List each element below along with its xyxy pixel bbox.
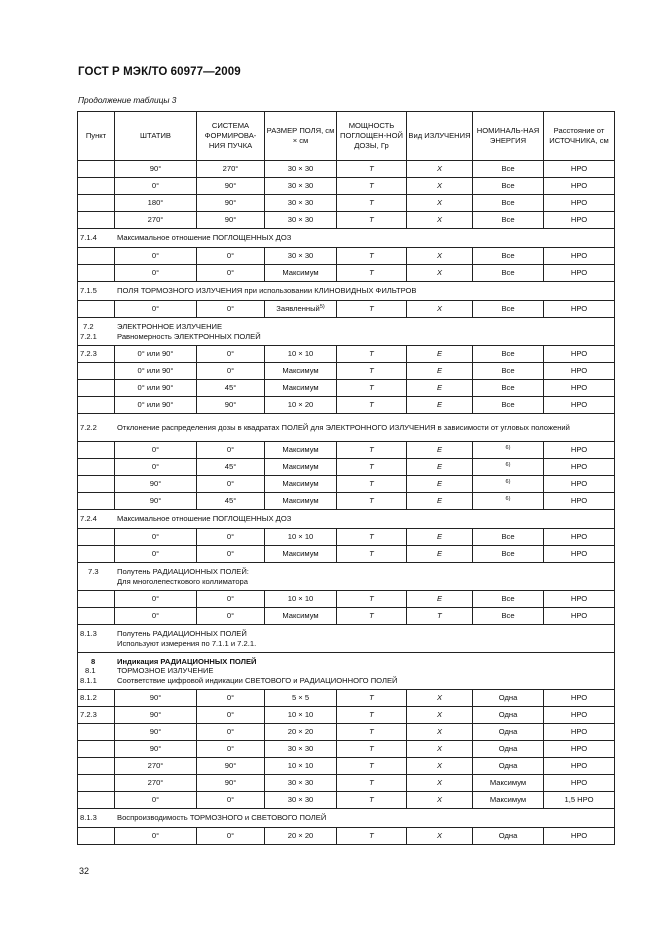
cell-gantry: 270° — [115, 758, 197, 775]
table-row — [78, 476, 615, 493]
table-row — [78, 363, 615, 380]
cell-clause — [78, 195, 115, 212]
cell-field-size: Максимум — [265, 493, 337, 510]
cell-clause: 7.2.3 — [78, 707, 115, 724]
cell-nominal-energy: Максимум — [473, 792, 544, 809]
footnote-ref: 6) — [505, 496, 511, 503]
cell-nominal-energy: Все — [473, 178, 544, 195]
cell-field-size: 5 × 5 — [265, 690, 337, 707]
cell-dose-rate: T — [337, 741, 407, 758]
section-number: 7.2.4 — [80, 514, 97, 524]
cell-beam-system: 90° — [197, 758, 265, 775]
section-title: Отклонение распределения дозы в квадратах ПОЛЕЙ для ЭЛЕКТРОННОГО ИЗЛУЧЕНИЯ в зависимости от угловых положений — [117, 422, 570, 432]
cell-source-distance: НРО — [544, 741, 615, 758]
cell-beam-system: 0° — [197, 248, 265, 265]
section-subtitle: Для многолепесткового коллиматора — [117, 576, 249, 586]
cell-nominal-energy: Все — [473, 161, 544, 178]
cell-source-distance: НРО — [544, 775, 615, 792]
cell-beam-system: 0° — [197, 724, 265, 741]
cell-source-distance: НРО — [544, 724, 615, 741]
cell-field-size: Максимум — [265, 546, 337, 563]
cell-dose-rate: T — [337, 397, 407, 414]
cell-field-size: 10 × 10 — [265, 529, 337, 546]
cell-field-size: Максимум — [265, 265, 337, 282]
cell-gantry: 0° — [115, 248, 197, 265]
cell-dose-rate: T — [337, 493, 407, 510]
section-title: ПОЛЯ ТОРМОЗНОГО ИЗЛУЧЕНИЯ при использовании КЛИНОВИДНЫХ ФИЛЬТРОВ — [117, 286, 417, 296]
document-header: ГОСТ Р МЭК/ТО 60977—2009 — [78, 66, 241, 78]
cell-clause — [78, 248, 115, 265]
cell-radiation-type: E — [407, 442, 473, 459]
cell-beam-system: 0° — [197, 442, 265, 459]
cell-nominal-energy — [473, 442, 544, 459]
cell-dose-rate: T — [337, 363, 407, 380]
table-row — [78, 301, 615, 318]
cell-radiation-type: X — [407, 775, 473, 792]
section-row-7-1-5 — [78, 282, 615, 301]
table-row — [78, 608, 615, 625]
cell-radiation-type: X — [407, 758, 473, 775]
cell-nominal-energy — [473, 459, 544, 476]
table-row — [78, 248, 615, 265]
table-row — [78, 828, 615, 845]
cell-nominal-energy: Все — [473, 248, 544, 265]
cell-radiation-type: X — [407, 741, 473, 758]
section-row-8 — [78, 653, 615, 690]
table-row — [78, 212, 615, 229]
cell-source-distance: НРО — [544, 459, 615, 476]
cell-dose-rate: T — [337, 707, 407, 724]
cell-source-distance: НРО — [544, 346, 615, 363]
cell-gantry: 0° — [115, 608, 197, 625]
cell-radiation-type: X — [407, 828, 473, 845]
cell-field-size: 30 × 30 — [265, 792, 337, 809]
cell-gantry: 90° — [115, 690, 197, 707]
cell-gantry: 90° — [115, 724, 197, 741]
cell-source-distance: НРО — [544, 690, 615, 707]
cell-beam-system: 45° — [197, 493, 265, 510]
cell-clause — [78, 397, 115, 414]
section-subtitle: Используют измерения по 7.1.1 и 7.2.1. — [117, 638, 257, 648]
cell-source-distance: НРО — [544, 195, 615, 212]
section-subtitle: Соответствие цифровой индикации СВЕТОВОГО и РАДИАЦИОННОГО ПОЛЕЙ — [117, 675, 398, 685]
cell-radiation-type: X — [407, 161, 473, 178]
cell-radiation-type: E — [407, 476, 473, 493]
cell-source-distance: НРО — [544, 265, 615, 282]
cell-beam-system: 0° — [197, 828, 265, 845]
cell-clause — [78, 442, 115, 459]
cell-source-distance: НРО — [544, 476, 615, 493]
cell-gantry: 0° — [115, 591, 197, 608]
table-row — [78, 493, 615, 510]
cell-beam-system: 90° — [197, 195, 265, 212]
section-row-7-2-4 — [78, 510, 615, 529]
cell-source-distance: НРО — [544, 758, 615, 775]
cell-radiation-type: X — [407, 265, 473, 282]
cell-source-distance: НРО — [544, 529, 615, 546]
table-row — [78, 265, 615, 282]
cell-source-distance: НРО — [544, 493, 615, 510]
section-title: ЭЛЕКТРОННОЕ ИЗЛУЧЕНИЕ — [117, 322, 223, 331]
cell-radiation-type: E — [407, 493, 473, 510]
cell-clause — [78, 212, 115, 229]
cell-source-distance: НРО — [544, 212, 615, 229]
cell-beam-system: 0° — [197, 265, 265, 282]
cell-field-size: 10 × 10 — [265, 758, 337, 775]
cell-beam-system: 90° — [197, 397, 265, 414]
section-number: 8 — [91, 656, 96, 666]
cell-gantry: 90° — [115, 707, 197, 724]
cell-radiation-type: X — [407, 212, 473, 229]
footnote-ref: 6) — [505, 445, 511, 452]
cell-radiation-type: E — [407, 346, 473, 363]
section-title: Максимальное отношение ПОГЛОЩЕННЫХ ДОЗ — [117, 514, 292, 524]
cell-beam-system: 0° — [197, 690, 265, 707]
cell-beam-system: 0° — [197, 591, 265, 608]
cell-nominal-energy: Все — [473, 212, 544, 229]
cell-clause — [78, 591, 115, 608]
cell-gantry: 0° или 90° — [115, 363, 197, 380]
cell-field-size: 30 × 30 — [265, 178, 337, 195]
table-row — [78, 442, 615, 459]
cell-dose-rate: T — [337, 301, 407, 318]
section-title: Полутень РАДИАЦИОННЫХ ПОЛЕЙ — [117, 629, 247, 638]
cell-clause — [78, 301, 115, 318]
cell-nominal-energy: Одна — [473, 741, 544, 758]
cell-beam-system: 90° — [197, 212, 265, 229]
table-row — [78, 591, 615, 608]
table-row — [78, 707, 615, 724]
cell-beam-system: 0° — [197, 529, 265, 546]
cell-dose-rate: T — [337, 775, 407, 792]
section-title: Максимальное отношение ПОГЛОЩЕННЫХ ДОЗ — [117, 233, 292, 243]
cell-gantry: 90° — [115, 161, 197, 178]
cell-source-distance: НРО — [544, 178, 615, 195]
col-header-dose-rate: МОЩНОСТЬ ПОГЛОЩЕН-НОЙ ДОЗЫ, Гр — [337, 112, 407, 161]
table-row — [78, 161, 615, 178]
cell-beam-system: 0° — [197, 476, 265, 493]
cell-radiation-type: X — [407, 792, 473, 809]
table-caption: Продолжение таблицы 3 — [78, 95, 177, 105]
section-number: 7.2.1 — [80, 331, 97, 341]
cell-gantry: 0° — [115, 442, 197, 459]
col-header-gantry: ШТАТИВ — [115, 112, 197, 161]
cell-source-distance: НРО — [544, 380, 615, 397]
cell-clause — [78, 775, 115, 792]
cell-dose-rate: T — [337, 792, 407, 809]
footnote-ref: 6) — [505, 479, 511, 486]
section-number: 8.1.1 — [80, 675, 97, 685]
cell-dose-rate: T — [337, 758, 407, 775]
cell-field-size: 30 × 30 — [265, 741, 337, 758]
section-row-7-3 — [78, 563, 615, 591]
table-row — [78, 529, 615, 546]
cell-clause — [78, 161, 115, 178]
cell-gantry: 0° — [115, 459, 197, 476]
table-row — [78, 195, 615, 212]
cell-field-size: 10 × 10 — [265, 346, 337, 363]
cell-gantry: 180° — [115, 195, 197, 212]
cell-dose-rate: T — [337, 442, 407, 459]
cell-beam-system: 0° — [197, 792, 265, 809]
cell-dose-rate: T — [337, 690, 407, 707]
section-subtitle: ТОРМОЗНОЕ ИЗЛУЧЕНИЕ — [117, 666, 214, 676]
cell-radiation-type: E — [407, 363, 473, 380]
table-row — [78, 690, 615, 707]
cell-gantry: 0° — [115, 301, 197, 318]
cell-beam-system: 0° — [197, 741, 265, 758]
cell-gantry: 90° — [115, 493, 197, 510]
col-header-nominal-energy: НОМИНАЛЬ-НАЯ ЭНЕРГИЯ — [473, 112, 544, 161]
cell-nominal-energy — [473, 493, 544, 510]
cell-field-size: 10 × 10 — [265, 591, 337, 608]
cell-clause — [78, 493, 115, 510]
test-conditions-table — [77, 111, 615, 845]
cell-source-distance: НРО — [544, 591, 615, 608]
cell-field-size: 30 × 30 — [265, 212, 337, 229]
cell-gantry: 90° — [115, 476, 197, 493]
cell-field-size: 10 × 10 — [265, 707, 337, 724]
section-number: 8.1.3 — [80, 629, 97, 638]
cell-field-size: 30 × 30 — [265, 161, 337, 178]
cell-clause — [78, 459, 115, 476]
cell-clause — [78, 380, 115, 397]
cell-field-size: Максимум — [265, 608, 337, 625]
cell-gantry: 0° — [115, 792, 197, 809]
cell-dose-rate: T — [337, 346, 407, 363]
cell-clause — [78, 741, 115, 758]
cell-nominal-energy: Одна — [473, 724, 544, 741]
cell-field-size: Максимум — [265, 442, 337, 459]
cell-source-distance: НРО — [544, 397, 615, 414]
cell-field-size: 20 × 20 — [265, 828, 337, 845]
cell-nominal-energy — [473, 476, 544, 493]
col-header-source-distance: Расстояние от ИСТОЧНИКА, см — [544, 112, 615, 161]
section-number: 7.3 — [88, 567, 99, 576]
cell-clause — [78, 724, 115, 741]
cell-field-size: Максимум — [265, 459, 337, 476]
cell-nominal-energy: Одна — [473, 690, 544, 707]
cell-dose-rate: T — [337, 195, 407, 212]
cell-clause — [78, 265, 115, 282]
section-title: Воспроизводимость ТОРМОЗНОГО и СВЕТОВОГО ПОЛЕЙ — [117, 813, 327, 823]
cell-beam-system: 0° — [197, 608, 265, 625]
cell-nominal-energy: Все — [473, 397, 544, 414]
cell-source-distance: 1,5 НРО — [544, 792, 615, 809]
section-number: 7.2 — [83, 322, 94, 331]
cell-nominal-energy: Все — [473, 265, 544, 282]
col-header-field-size: РАЗМЕР ПОЛЯ, см × см — [265, 112, 337, 161]
cell-gantry: 0° — [115, 178, 197, 195]
cell-source-distance: НРО — [544, 301, 615, 318]
cell-source-distance: НРО — [544, 828, 615, 845]
table-header-row — [78, 112, 615, 161]
cell-gantry: 0° — [115, 529, 197, 546]
cell-radiation-type: T — [407, 608, 473, 625]
footnote-ref: 6) — [505, 462, 511, 469]
cell-field-size: Заявленный$^{5)}$ — [265, 301, 337, 318]
cell-dose-rate: T — [337, 546, 407, 563]
section-number: 7.1.4 — [80, 233, 97, 243]
section-title: Индикация РАДИАЦИОННЫХ ПОЛЕЙ — [117, 656, 257, 666]
table-row — [78, 775, 615, 792]
cell-dose-rate: T — [337, 459, 407, 476]
cell-gantry: 0° — [115, 265, 197, 282]
cell-source-distance: НРО — [544, 608, 615, 625]
cell-dose-rate: T — [337, 724, 407, 741]
cell-nominal-energy: Все — [473, 195, 544, 212]
cell-source-distance: НРО — [544, 707, 615, 724]
cell-beam-system: 270° — [197, 161, 265, 178]
cell-clause — [78, 363, 115, 380]
cell-radiation-type: E — [407, 546, 473, 563]
cell-beam-system: 90° — [197, 178, 265, 195]
cell-field-size: 20 × 20 — [265, 724, 337, 741]
cell-nominal-energy: Одна — [473, 758, 544, 775]
cell-dose-rate: T — [337, 476, 407, 493]
cell-nominal-energy: Максимум — [473, 775, 544, 792]
table-row — [78, 397, 615, 414]
cell-radiation-type: X — [407, 707, 473, 724]
cell-beam-system: 45° — [197, 459, 265, 476]
cell-gantry: 270° — [115, 212, 197, 229]
cell-nominal-energy: Все — [473, 346, 544, 363]
col-header-beam-system: СИСТЕМА ФОРМИРОВА-НИЯ ПУЧКА — [197, 112, 265, 161]
cell-clause — [78, 758, 115, 775]
page-number: 32 — [79, 866, 90, 876]
cell-dose-rate: T — [337, 212, 407, 229]
cell-gantry: 0° или 90° — [115, 397, 197, 414]
cell-nominal-energy: Все — [473, 591, 544, 608]
cell-clause — [78, 828, 115, 845]
cell-gantry: 0° — [115, 828, 197, 845]
cell-radiation-type: E — [407, 380, 473, 397]
cell-nominal-energy: Все — [473, 380, 544, 397]
col-header-radiation-type: Вид ИЗЛУЧЕНИЯ — [407, 112, 473, 161]
table-row — [78, 792, 615, 809]
cell-clause: 7.2.3 — [78, 346, 115, 363]
cell-field-size: Максимум — [265, 363, 337, 380]
cell-clause — [78, 529, 115, 546]
section-number: 7.1.5 — [80, 286, 97, 296]
cell-nominal-energy: Все — [473, 608, 544, 625]
cell-radiation-type: E — [407, 591, 473, 608]
cell-nominal-energy: Все — [473, 546, 544, 563]
cell-dose-rate: T — [337, 161, 407, 178]
cell-radiation-type: X — [407, 248, 473, 265]
cell-radiation-type: X — [407, 195, 473, 212]
section-title: Полутень РАДИАЦИОННЫХ ПОЛЕЙ: — [117, 567, 249, 576]
cell-radiation-type: X — [407, 178, 473, 195]
cell-radiation-type: X — [407, 301, 473, 318]
cell-gantry: 0° или 90° — [115, 346, 197, 363]
section-row-7-1-4 — [78, 229, 615, 248]
cell-gantry: 0° или 90° — [115, 380, 197, 397]
cell-nominal-energy: Одна — [473, 828, 544, 845]
table-row — [78, 346, 615, 363]
cell-dose-rate: T — [337, 828, 407, 845]
cell-field-size: Максимум — [265, 476, 337, 493]
cell-radiation-type: E — [407, 459, 473, 476]
cell-clause — [78, 178, 115, 195]
table-row — [78, 459, 615, 476]
cell-beam-system: 0° — [197, 546, 265, 563]
cell-field-size: 30 × 30 — [265, 195, 337, 212]
table-row — [78, 178, 615, 195]
cell-nominal-energy: Все — [473, 529, 544, 546]
cell-beam-system: 0° — [197, 346, 265, 363]
cell-dose-rate: T — [337, 591, 407, 608]
table-row — [78, 758, 615, 775]
cell-field-size: 30 × 30 — [265, 775, 337, 792]
cell-source-distance: НРО — [544, 442, 615, 459]
cell-nominal-energy: Одна — [473, 707, 544, 724]
cell-source-distance: НРО — [544, 248, 615, 265]
cell-beam-system: 0° — [197, 363, 265, 380]
cell-source-distance: НРО — [544, 161, 615, 178]
cell-nominal-energy: Все — [473, 363, 544, 380]
cell-radiation-type: X — [407, 724, 473, 741]
footnote-ref: 5) — [319, 304, 325, 311]
section-subtitle: Равномерность ЭЛЕКТРОННЫХ ПОЛЕЙ — [117, 331, 261, 341]
cell-dose-rate: T — [337, 178, 407, 195]
cell-dose-rate: T — [337, 608, 407, 625]
cell-beam-system: 0° — [197, 707, 265, 724]
section-number: 8.1.3 — [80, 813, 97, 823]
cell-gantry: 90° — [115, 741, 197, 758]
cell-dose-rate: T — [337, 265, 407, 282]
cell-field-size: 30 × 30 — [265, 248, 337, 265]
cell-clause — [78, 546, 115, 563]
cell-clause — [78, 792, 115, 809]
col-header-clause: Пункт — [78, 112, 115, 161]
cell-source-distance: НРО — [544, 363, 615, 380]
cell-radiation-type: E — [407, 397, 473, 414]
cell-beam-system: 0° — [197, 301, 265, 318]
table-row — [78, 380, 615, 397]
section-row-8-1-3-b — [78, 809, 615, 828]
cell-dose-rate: T — [337, 529, 407, 546]
section-number: 8.1 — [85, 666, 96, 676]
cell-clause: 8.1.2 — [78, 690, 115, 707]
cell-radiation-type: X — [407, 690, 473, 707]
cell-dose-rate: T — [337, 380, 407, 397]
table-row — [78, 724, 615, 741]
cell-clause — [78, 476, 115, 493]
cell-beam-system: 90° — [197, 775, 265, 792]
table-row — [78, 546, 615, 563]
cell-radiation-type: E — [407, 529, 473, 546]
section-number: 7.2.2 — [80, 422, 97, 432]
section-row-8-1-3 — [78, 625, 615, 653]
cell-field-size: 10 × 20 — [265, 397, 337, 414]
cell-source-distance: НРО — [544, 546, 615, 563]
section-row-7-2 — [78, 318, 615, 346]
cell-field-size: Максимум — [265, 380, 337, 397]
cell-beam-system: 45° — [197, 380, 265, 397]
cell-clause — [78, 608, 115, 625]
cell-gantry: 270° — [115, 775, 197, 792]
table-row — [78, 741, 615, 758]
cell-nominal-energy: Все — [473, 301, 544, 318]
section-row-7-2-2 — [78, 414, 615, 442]
cell-gantry: 0° — [115, 546, 197, 563]
cell-dose-rate: T — [337, 248, 407, 265]
